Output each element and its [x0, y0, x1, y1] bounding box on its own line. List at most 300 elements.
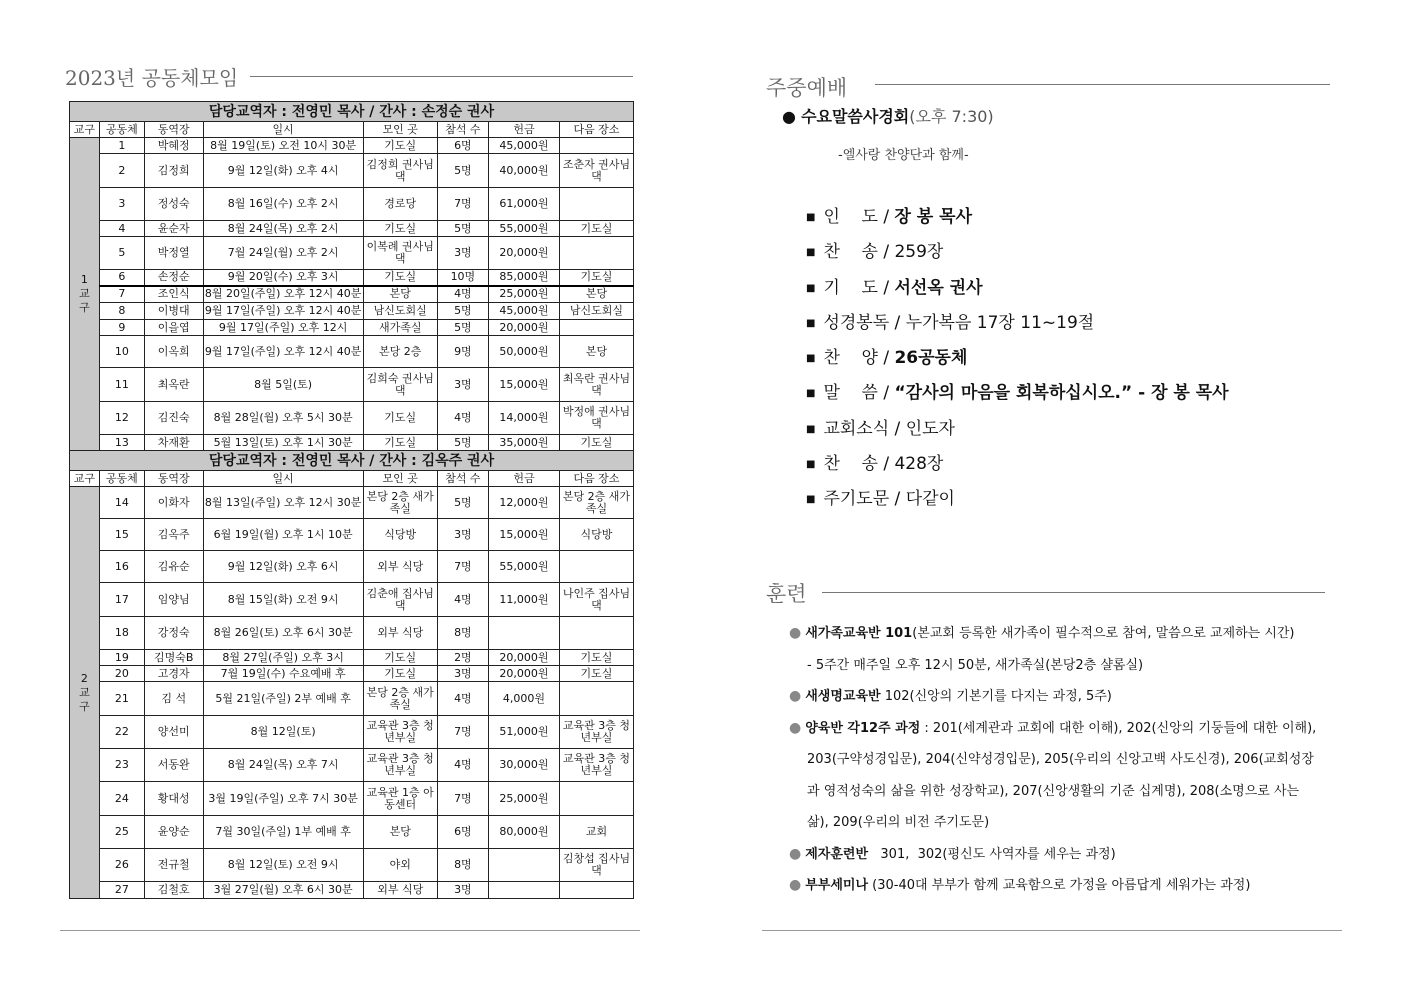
table-row	[70, 270, 634, 286]
table-cell: 8월 15일(화) 오전 9시	[203, 583, 363, 617]
training-item	[789, 870, 1329, 902]
bullet-icon: ●	[789, 688, 802, 704]
table-cell: 21	[99, 682, 144, 716]
training-item	[789, 713, 1329, 745]
order-label: 교회소식	[823, 418, 890, 439]
table-cell	[559, 237, 633, 270]
table-cell: 25,000원	[489, 286, 560, 303]
table-cell: 강정숙	[144, 617, 203, 650]
table-cell: 12,000원	[489, 487, 560, 519]
table-cell: 40,000원	[489, 154, 560, 188]
table-cell: 4명	[437, 749, 488, 782]
table-cell: 8월 5일(토)	[203, 368, 363, 402]
column-header: 모인 곳	[363, 471, 437, 487]
table-cell: 기도실	[363, 435, 437, 451]
training-item	[789, 650, 1329, 682]
table-cell: 15,000원	[489, 519, 560, 551]
table-row	[70, 303, 634, 320]
table-cell: 본당 2층 새가족실	[363, 682, 437, 716]
column-header: 모인 곳	[363, 122, 437, 138]
table-cell: 이을엽	[144, 320, 203, 336]
table-cell: 20,000원	[489, 237, 560, 270]
table-cell: 본당	[559, 336, 633, 368]
order-separator: /	[889, 489, 906, 510]
order-label: 말 씀	[823, 383, 878, 404]
table-cell: 5명	[437, 221, 488, 237]
table-cell: 8월 27일(주일) 오후 3시	[203, 650, 363, 666]
square-bullet-icon: ■	[806, 282, 816, 294]
training-name: 부부세미나	[805, 878, 869, 893]
table-cell: 박정열	[144, 237, 203, 270]
table-cell: 3명	[437, 368, 488, 402]
training-desc: 301, 302(평신도 사역자를 세우는 과정)	[868, 846, 1116, 862]
table-cell: 교육관 1층 아동센터	[363, 782, 437, 816]
table-cell: 외부 식당	[363, 617, 437, 650]
group-header-row	[70, 102, 634, 122]
table-cell: 7명	[437, 188, 488, 221]
wednesday-service	[782, 104, 994, 127]
table-cell: 19	[99, 650, 144, 666]
table-cell: 9월 17일(주일) 오후 12시 40분	[203, 303, 363, 320]
worship-order-item	[806, 202, 1229, 237]
column-header: 헌금	[489, 471, 560, 487]
table-cell: 6명	[437, 816, 488, 849]
square-bullet-icon: ■	[806, 212, 816, 223]
district-label: 1교구	[79, 273, 90, 314]
table-row	[70, 882, 634, 899]
table-cell: 9월 12일(화) 오후 4시	[203, 154, 363, 188]
table-cell: 25	[99, 816, 144, 849]
table-cell: 새가족실	[363, 320, 437, 336]
table-cell: 최옥란 권사님 댁	[559, 368, 633, 402]
order-label: 기 도	[823, 277, 878, 298]
table-cell: 5명	[437, 154, 488, 188]
table-cell: 5명	[437, 320, 488, 336]
table-cell: 조춘자 권사님 댁	[559, 154, 633, 188]
table-cell: 61,000원	[489, 188, 560, 221]
table-cell: 8월 13일(주일) 오후 12시 30분	[203, 487, 363, 519]
column-header: 동역장	[144, 122, 203, 138]
table-row	[70, 617, 634, 650]
table-cell: 김 석	[144, 682, 203, 716]
table-cell: 8월 20일(주일) 오후 12시 40분	[203, 286, 363, 303]
column-header: 교구	[70, 122, 100, 138]
table-cell	[559, 138, 633, 154]
training-item	[789, 618, 1329, 650]
table-cell: 기도실	[363, 270, 437, 286]
table-cell: 51,000원	[489, 716, 560, 749]
table-cell: 전규철	[144, 849, 203, 882]
table-cell: 박혜정	[144, 138, 203, 154]
table-cell: 김명숙B	[144, 650, 203, 666]
table-cell: 김옥주	[144, 519, 203, 551]
table-row	[70, 551, 634, 583]
training-desc: 과 영적성숙의 삶을 위한 성장학교), 207(신앙생활의 기준 십계명), 208(소명으로 사는	[807, 783, 1300, 799]
table-cell: 이복례 권사님 댁	[363, 237, 437, 270]
table-row	[70, 782, 634, 816]
table-cell	[559, 320, 633, 336]
square-bullet-icon: ■	[806, 247, 816, 259]
table-cell: 9월 17일(주일) 오후 12시 40분	[203, 336, 363, 368]
table-row	[70, 666, 634, 682]
table-row	[70, 320, 634, 336]
order-label: 주기도문	[823, 489, 890, 510]
table-cell: 기도실	[559, 435, 633, 451]
order-value: 428장	[894, 454, 944, 475]
table-cell: 23	[99, 749, 144, 782]
training-name: 양육반 각12주 과정	[805, 720, 921, 736]
order-value: 장 봉 목사	[894, 207, 972, 227]
table-cell: 3월 27일(월) 오후 6시 30분	[203, 882, 363, 899]
table-cell: 야외	[363, 849, 437, 882]
table-row	[70, 286, 634, 303]
square-bullet-icon: ■	[806, 353, 816, 365]
column-header: 일시	[203, 122, 363, 138]
table-cell: 9명	[437, 336, 488, 368]
column-header: 교구	[70, 471, 100, 487]
table-cell: 12	[99, 402, 144, 435]
table-row	[70, 519, 634, 551]
order-value: 서선옥 권사	[894, 277, 983, 298]
table-cell	[489, 617, 560, 650]
order-value: 26공동체	[894, 348, 968, 369]
table-cell: 7월 19일(수) 수요예배 후	[203, 666, 363, 682]
table-cell: 9월 12일(화) 오후 6시	[203, 551, 363, 583]
column-header: 동역장	[144, 471, 203, 487]
column-header: 다음 장소	[559, 122, 633, 138]
table-cell: 기도실	[363, 221, 437, 237]
table-cell: 4명	[437, 402, 488, 435]
table-cell	[559, 882, 633, 899]
table-cell: 2	[99, 154, 144, 188]
table-cell: 50,000원	[489, 336, 560, 368]
table-row	[70, 682, 634, 716]
table-cell: 4명	[437, 682, 488, 716]
table-cell: 경로당	[363, 188, 437, 221]
column-header: 헌금	[489, 122, 560, 138]
table-cell: 30,000원	[489, 749, 560, 782]
table-cell: 윤순자	[144, 221, 203, 237]
table-cell: 9월 17일(주일) 오후 12시	[203, 320, 363, 336]
order-label: 인 도	[823, 207, 878, 227]
group-header: 담당교역자 : 전영민 목사 / 간사 : 김옥주 권사	[70, 451, 634, 471]
table-cell: 6명	[437, 138, 488, 154]
table-cell	[559, 682, 633, 716]
table-cell: 5명	[437, 487, 488, 519]
table-cell: 교육관 3층 청년부실	[363, 749, 437, 782]
table-cell: 본당	[363, 286, 437, 303]
table-cell: 식당방	[363, 519, 437, 551]
table-cell: 7	[99, 286, 144, 303]
order-separator: /	[877, 277, 895, 298]
column-header: 공동체	[99, 122, 144, 138]
table-cell: 교육관 3층 청년부실	[559, 716, 633, 749]
table-cell	[559, 782, 633, 816]
group-header-row	[70, 451, 634, 471]
worship-order-item	[806, 484, 1229, 519]
worship-rule	[875, 84, 1330, 85]
table-cell: 김유순	[144, 551, 203, 583]
training-section-title: 훈련	[766, 582, 807, 606]
table-cell: 20	[99, 666, 144, 682]
table-cell	[489, 882, 560, 899]
table-row	[70, 336, 634, 368]
table-cell: 이병대	[144, 303, 203, 320]
worship-order-item	[806, 308, 1229, 343]
table-cell: 본당	[559, 286, 633, 303]
table-cell: 13	[99, 435, 144, 451]
training-item	[789, 776, 1329, 808]
table-cell: 11,000원	[489, 583, 560, 617]
worship-order-item	[806, 273, 1229, 308]
table-row	[70, 583, 634, 617]
table-cell: 7월 24일(월) 오후 2시	[203, 237, 363, 270]
training-item	[789, 744, 1329, 776]
table-cell: 26	[99, 849, 144, 882]
table-cell: 3명	[437, 666, 488, 682]
table-cell: 교육관 3층 청년부실	[363, 716, 437, 749]
table-row	[70, 650, 634, 666]
table-cell: 본당 2층 새가족실	[559, 487, 633, 519]
table-cell	[489, 849, 560, 882]
table-cell: 4명	[437, 286, 488, 303]
table-cell: 45,000원	[489, 303, 560, 320]
table-cell: 4명	[437, 583, 488, 617]
table-cell: 이옥희	[144, 336, 203, 368]
worship-section-title: 주중예배	[766, 76, 848, 100]
table-cell: 8월 19일(토) 오전 10시 30분	[203, 138, 363, 154]
table-cell: 55,000원	[489, 221, 560, 237]
district-cell	[70, 487, 100, 899]
table-cell: 5월 13일(토) 오후 1시 30분	[203, 435, 363, 451]
table-cell: 7명	[437, 716, 488, 749]
table-row	[70, 749, 634, 782]
table-row	[70, 716, 634, 749]
order-separator: /	[877, 207, 895, 227]
wednesday-name: 수요말씀사경회	[801, 107, 910, 126]
table-cell: 80,000원	[489, 816, 560, 849]
table-cell: 15,000원	[489, 368, 560, 402]
table-row	[70, 402, 634, 435]
order-separator: /	[877, 348, 895, 369]
column-header: 참석 수	[437, 471, 488, 487]
column-header-row	[70, 122, 634, 138]
order-value: 누가복음 17장 11~19절	[905, 312, 1095, 333]
table-cell: 14,000원	[489, 402, 560, 435]
table-row	[70, 487, 634, 519]
title-rule	[250, 76, 633, 77]
worship-order-item	[806, 343, 1229, 378]
table-cell: 24	[99, 782, 144, 816]
training-item	[789, 681, 1329, 713]
district-cell	[70, 138, 100, 451]
table-cell: 8	[99, 303, 144, 320]
table-cell: 본당	[363, 816, 437, 849]
table-cell: 8월 24일(목) 오후 7시	[203, 749, 363, 782]
training-desc: (본교회 등록한 새가족이 필수적으로 참여, 말씀으로 교제하는 시간)	[912, 626, 1295, 641]
table-cell: 윤양순	[144, 816, 203, 849]
table-cell: 3명	[437, 882, 488, 899]
square-bullet-icon: ■	[806, 317, 816, 329]
table-cell: 5	[99, 237, 144, 270]
community-schedule-table	[69, 101, 634, 899]
table-row	[70, 816, 634, 849]
right-bottom-rule	[762, 930, 1342, 931]
order-value: 다같이	[905, 489, 955, 510]
table-cell: 고경자	[144, 666, 203, 682]
column-header: 일시	[203, 471, 363, 487]
table-cell: 교회	[559, 816, 633, 849]
table-cell: 최옥란	[144, 368, 203, 402]
training-desc: 203(구약성경입문), 204(신약성경입문), 205(우리의 신앙고백 사도신경), 206(교회성장	[807, 752, 1314, 767]
table-cell: 기도실	[363, 138, 437, 154]
training-desc: 삶), 209(우리의 비전 주기도문)	[807, 815, 990, 830]
table-cell: 17	[99, 583, 144, 617]
table-cell	[559, 617, 633, 650]
table-cell: 차재환	[144, 435, 203, 451]
column-header: 다음 장소	[559, 471, 633, 487]
table-cell: 3월 19일(주일) 오후 7시 30분	[203, 782, 363, 816]
table-cell: 남신도회실	[363, 303, 437, 320]
order-separator: /	[877, 242, 895, 263]
table-cell: 85,000원	[489, 270, 560, 286]
table-cell: 7명	[437, 782, 488, 816]
table-cell: 45,000원	[489, 138, 560, 154]
table-cell: 3명	[437, 237, 488, 270]
table-cell: 기도실	[559, 270, 633, 286]
table-cell: 8월 26일(토) 오후 6시 30분	[203, 617, 363, 650]
table-cell: 기도실	[559, 221, 633, 237]
training-name: 새생명교육반	[805, 689, 881, 704]
table-cell: 16	[99, 551, 144, 583]
bullet-icon: ●	[789, 719, 802, 736]
table-row	[70, 138, 634, 154]
worship-order-item	[806, 449, 1229, 484]
worship-order-item	[806, 414, 1229, 449]
left-bottom-rule	[60, 930, 640, 931]
community-section-title: 2023년 공동체모임	[65, 66, 239, 90]
order-value: 인도자	[905, 418, 955, 439]
table-cell: 3	[99, 188, 144, 221]
table-cell: 양선미	[144, 716, 203, 749]
table-cell: 10명	[437, 270, 488, 286]
table-cell: 김철호	[144, 882, 203, 899]
order-label: 찬 송	[823, 454, 878, 475]
table-cell: 기도실	[363, 666, 437, 682]
table-cell: 8월 24일(목) 오후 2시	[203, 221, 363, 237]
table-cell: 5월 21일(주일) 2부 예배 후	[203, 682, 363, 716]
column-header: 공동체	[99, 471, 144, 487]
table-cell: 황대성	[144, 782, 203, 816]
bullet-icon: ●	[782, 107, 796, 126]
table-cell: 7월 30일(주일) 1부 예배 후	[203, 816, 363, 849]
column-header-row	[70, 471, 634, 487]
table-cell: 35,000원	[489, 435, 560, 451]
table-cell: 22	[99, 716, 144, 749]
order-label: 성경봉독	[823, 312, 890, 333]
table-cell: 8월 16일(수) 오후 2시	[203, 188, 363, 221]
table-cell: 김희숙 권사님 댁	[363, 368, 437, 402]
order-value: “감사의 마음을 회복하십시오.” - 장 봉 목사	[894, 383, 1229, 404]
table-cell: 4,000원	[489, 682, 560, 716]
table-cell: 식당방	[559, 519, 633, 551]
table-cell: 손정순	[144, 270, 203, 286]
order-label: 찬 송	[823, 242, 878, 263]
table-cell: 이화자	[144, 487, 203, 519]
table-cell: 25,000원	[489, 782, 560, 816]
table-cell: 김정희	[144, 154, 203, 188]
group-header: 담당교역자 : 전영민 목사 / 간사 : 손정순 권사	[70, 102, 634, 122]
table-cell: 55,000원	[489, 551, 560, 583]
table-cell: 9월 20일(수) 오후 3시	[203, 270, 363, 286]
table-cell: 18	[99, 617, 144, 650]
table-cell: 4	[99, 221, 144, 237]
table-cell: 7명	[437, 551, 488, 583]
worship-order-list	[806, 202, 1229, 520]
square-bullet-icon: ■	[806, 459, 816, 471]
training-name: 제자훈련반	[805, 846, 869, 862]
square-bullet-icon: ■	[806, 388, 816, 400]
square-bullet-icon: ■	[806, 423, 816, 435]
table-row	[70, 237, 634, 270]
table-cell: 2명	[437, 650, 488, 666]
table-row	[70, 188, 634, 221]
training-item	[789, 839, 1329, 871]
bullet-icon: ●	[789, 877, 802, 893]
training-desc: 102(신앙의 기본기를 다지는 과정, 5주)	[880, 689, 1112, 704]
table-cell: 8월 28일(월) 오후 5시 30분	[203, 402, 363, 435]
bullet-icon: ●	[789, 845, 802, 862]
table-cell: 20,000원	[489, 320, 560, 336]
table-cell: 14	[99, 487, 144, 519]
district-label: 2교구	[79, 671, 90, 713]
order-separator: /	[889, 312, 906, 333]
table-row	[70, 221, 634, 237]
training-name: 새가족교육반 101	[805, 626, 913, 641]
table-cell: 6	[99, 270, 144, 286]
table-row	[70, 154, 634, 188]
wednesday-time: (오후 7:30)	[909, 107, 994, 126]
table-cell: 기도실	[363, 402, 437, 435]
order-separator: /	[877, 454, 895, 475]
table-cell	[559, 551, 633, 583]
training-desc: - 5주간 매주일 오후 12시 50분, 새가족실(본당2층 샬롬실)	[807, 657, 1144, 673]
table-cell: 8월 12일(토)	[203, 716, 363, 749]
worship-order-item	[806, 378, 1229, 413]
table-cell: 본당 2층	[363, 336, 437, 368]
order-separator: /	[877, 383, 895, 404]
worship-order-item	[806, 237, 1229, 272]
wednesday-note: -엘사랑 찬양단과 함께-	[838, 148, 969, 163]
table-cell: 5명	[437, 435, 488, 451]
training-desc: : 201(세계관과 교회에 대한 이해), 202(신앙의 기둥들에 대한 이해),	[920, 720, 1317, 736]
training-desc: (30-40대 부부가 함께 교육함으로 가정을 아름답게 세워가는 과정)	[868, 878, 1251, 893]
table-cell: 기도실	[559, 650, 633, 666]
order-label: 찬 양	[823, 348, 878, 369]
table-cell: 3명	[437, 519, 488, 551]
training-item	[789, 807, 1329, 839]
training-rule	[822, 592, 1325, 593]
table-cell: 20,000원	[489, 666, 560, 682]
training-list	[789, 618, 1329, 902]
square-bullet-icon: ■	[806, 494, 816, 506]
table-cell: 정성숙	[144, 188, 203, 221]
table-cell: 나인주 집사님 댁	[559, 583, 633, 617]
table-cell: 8명	[437, 617, 488, 650]
table-cell: 외부 식당	[363, 882, 437, 899]
table-cell	[559, 188, 633, 221]
table-cell: 10	[99, 336, 144, 368]
